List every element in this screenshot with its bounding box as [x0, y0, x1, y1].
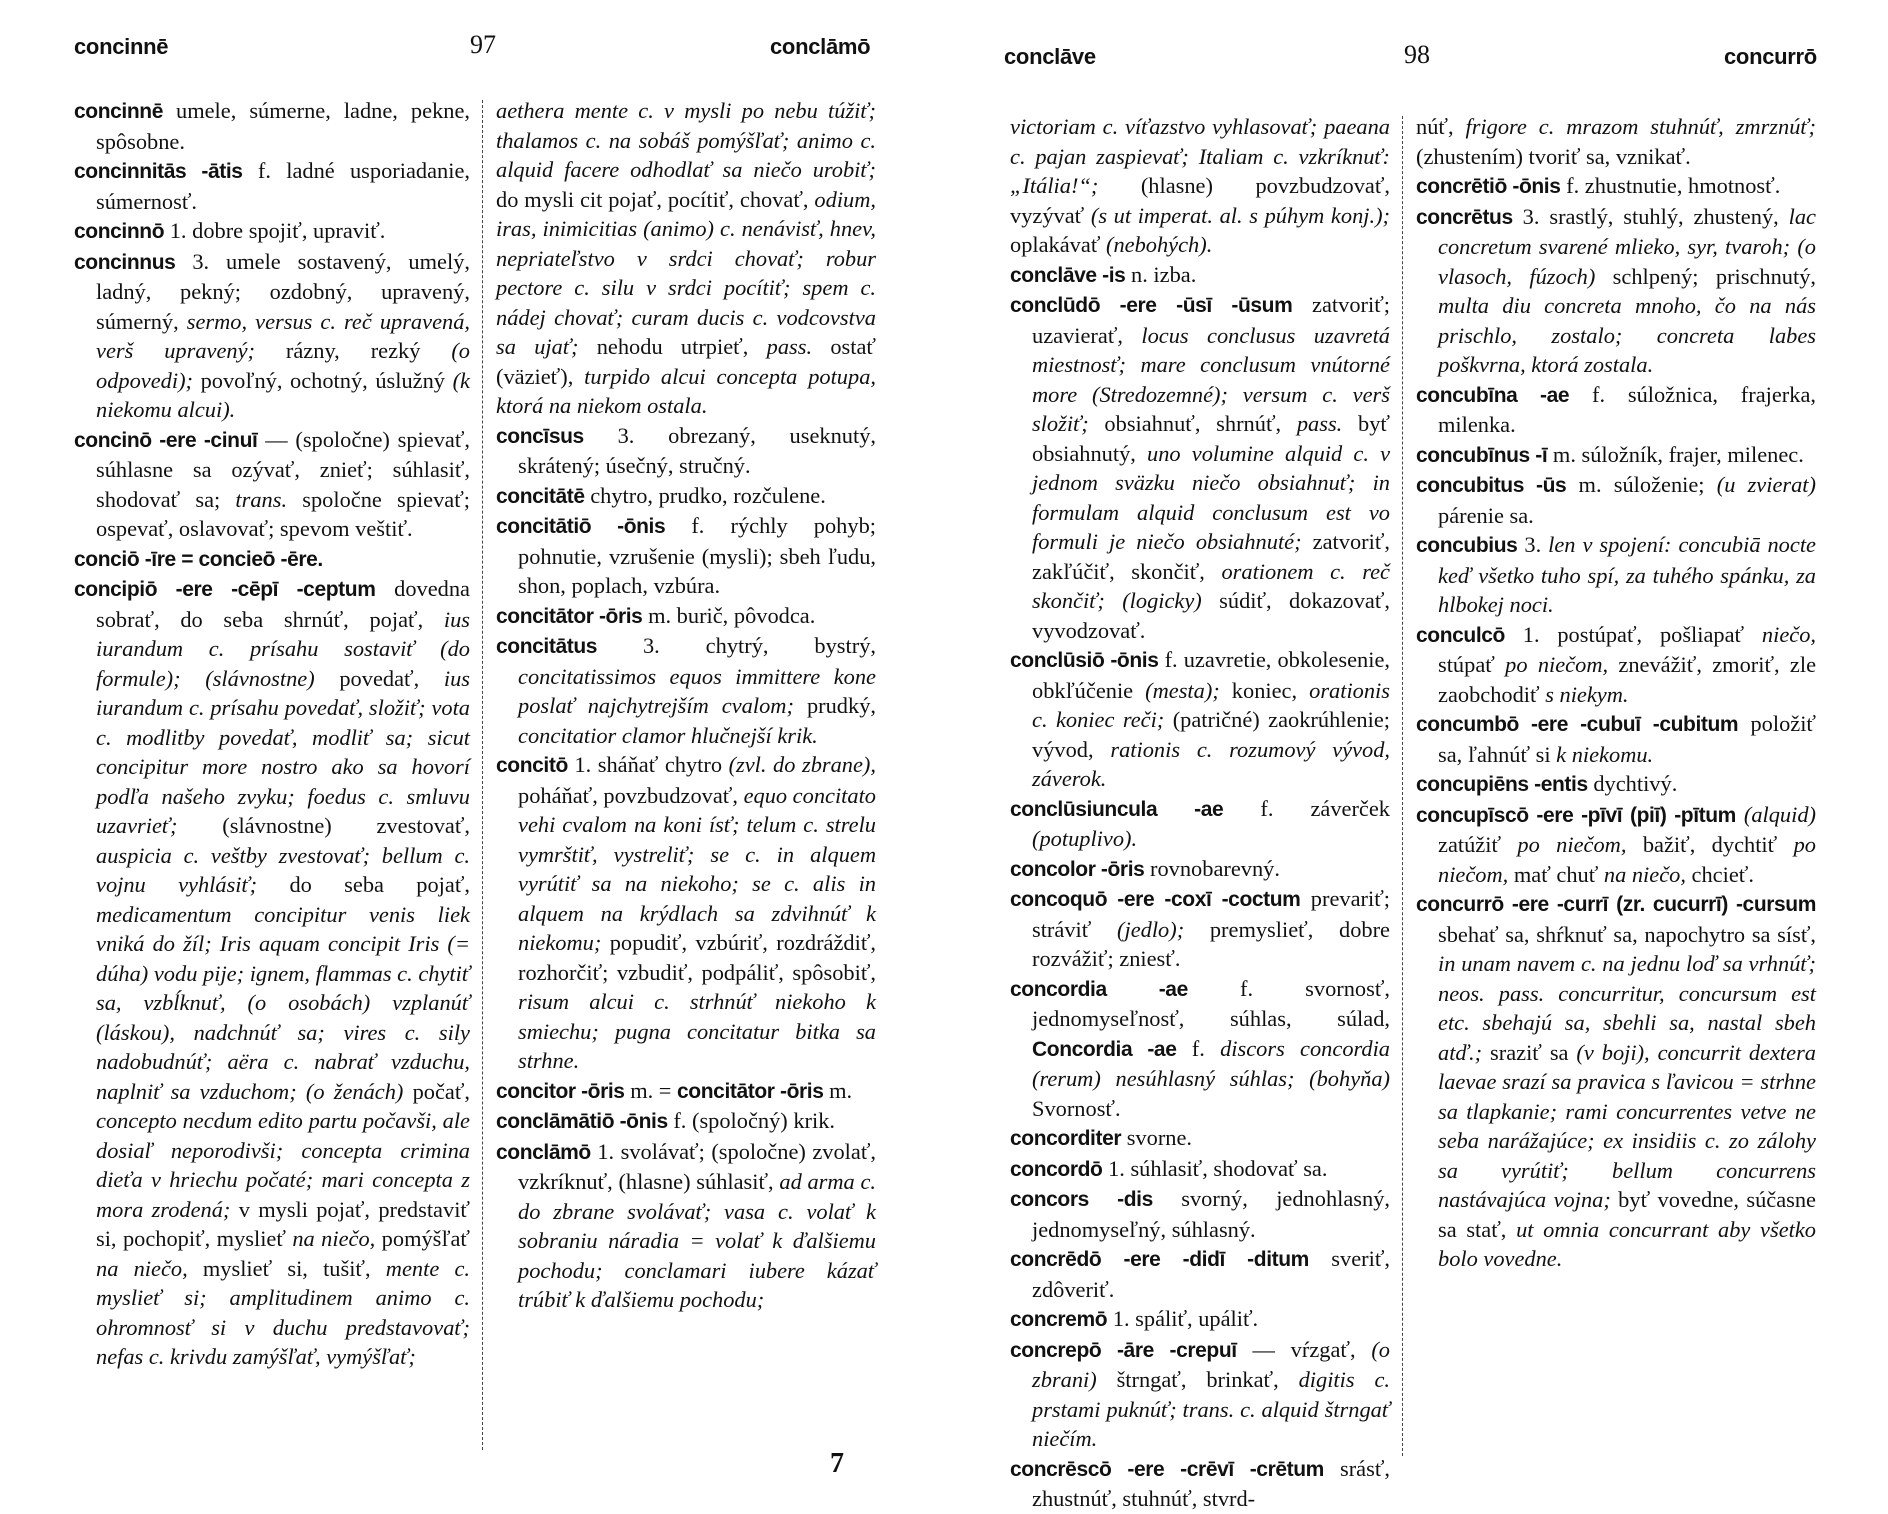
dictionary-entry	[1010, 794, 1390, 854]
example-italic: multa diu concreta mnoho, čo na nás prischlo, zostalo; concreta labes poškvrna, ktorá zostala.	[1438, 293, 1816, 377]
headword: concrēscō -ere -crēvī -crētum	[1010, 1457, 1324, 1481]
example-italic: concepto necdum edito partu počavši, ale dosiaľ neporodivši; concepta crimina dieťa v hriechu počaté; mari concepta z mora zrodená;	[96, 1108, 470, 1222]
definition-text: zatvoriť; uzavierať,	[1032, 292, 1390, 348]
headword: conclāve -is	[1010, 263, 1126, 287]
headword: conculcō	[1416, 623, 1505, 647]
example-italic: s niekym.	[1545, 681, 1629, 707]
definition-text: zatvoriť, zakľúčiť, skončiť,	[1032, 529, 1390, 584]
dictionary-entry	[496, 421, 876, 481]
definition-text: popudiť, vzbúriť, rozdráždiť, rozhorčiť; vzbudiť, podpáliť, spôsobiť,	[518, 930, 876, 985]
headword: concremō	[1010, 1308, 1108, 1331]
definition-text: f. zhustnutie, hmotnosť.	[1560, 173, 1781, 198]
example-italic: ius iurandum c. prísahu sostaviť (do formule); (slávnostne)	[96, 606, 470, 691]
definition-text: štrngať, brinkať,	[1096, 1367, 1299, 1392]
headword: concitātor -ōris	[677, 1079, 824, 1103]
definition-text: umele, súmerne, ladne, pekne, spôsobne.	[96, 98, 470, 154]
example-italic: turpido alcui concepta potupa, ktorá na niekom ostala.	[496, 363, 876, 418]
guide-word-right: concurrō	[1724, 44, 1817, 69]
headword: conclāmātiō -ōnis	[496, 1110, 668, 1133]
dictionary-entry	[1010, 854, 1390, 885]
definition-text: koniec,	[1219, 677, 1310, 703]
definition-text: súdiť, dokazovať, vyvodzovať.	[1032, 588, 1390, 643]
definition-text: 1. spáliť, upáliť.	[1107, 1306, 1259, 1331]
definition-text: m. =	[624, 1077, 678, 1103]
dictionary-entry	[1416, 380, 1816, 440]
definition-text: f. záverček	[1223, 795, 1390, 821]
definition-text: m. súloženie;	[1566, 472, 1717, 497]
definition-text: f. súložnica, frajerka, milenka.	[1438, 381, 1816, 437]
example-italic: niečo,	[1761, 621, 1816, 647]
headword: concinnitās -ātis	[74, 160, 243, 183]
dictionary-entry	[496, 631, 876, 750]
headword: concinnus	[74, 250, 176, 274]
dictionary-entry	[1416, 889, 1816, 1274]
definition-text: srásť, zhustnúť, stuhnúť, stvrd-	[1032, 1455, 1390, 1511]
definition-text: 1. svolávať; (spoločne) zvolať, vzkríknuť, (hlasne) súhlasiť,	[518, 1138, 876, 1194]
definition-text: myslieť si, tušiť,	[187, 1255, 386, 1281]
example-italic: po niečom,	[1438, 832, 1816, 887]
definition-text: 1. súhlasiť, shodovať sa.	[1102, 1155, 1328, 1181]
definition-text: svorný, jednohlasný, jednomyseľný, súhlasný.	[1032, 1186, 1390, 1242]
definition-text: — vŕzgať,	[1236, 1336, 1372, 1362]
headword: concorditer	[1010, 1127, 1122, 1150]
definition-text: f.	[1176, 1035, 1221, 1061]
definition-text: chytro, prudko, rozčulene.	[584, 482, 826, 508]
dictionary-entry	[1416, 530, 1816, 620]
headword: concitō	[496, 754, 568, 777]
example-italic: po niečom,	[1517, 832, 1627, 857]
running-header	[944, 22, 1888, 69]
definition-text: sbehať sa, shŕknuť sa, napochytro sa sísť,	[1438, 921, 1816, 947]
definition-text: mať chuť	[1508, 861, 1604, 887]
headword: concitor -ōris	[496, 1079, 625, 1103]
dictionary-entry	[496, 511, 876, 601]
definition-text: zatúžiť	[1438, 832, 1518, 857]
definition-text: 3. umele sostavený, umelý, ladný, pekný; ozdobný, upravený, súmerný,	[96, 248, 470, 334]
example-italic: medicamentum concipitur venis liek vniká do žíl; Iris aquam concipit Iris (= dúha) vodu pije; ignem, flammas c. chytiť sa, vzbĺknuť, (o osobách) vzplanúť (láskou), nadchnúť sa; vires c. sily nadobudnúť; aëra c. nabrať vzduchu, naplniť sa vzduchom; (o ženách)	[96, 901, 470, 1104]
definition-text: sraziť sa	[1482, 1039, 1577, 1065]
headword: concupīscō -ere -pīvī (piī) -pītum	[1416, 803, 1736, 827]
headword: concinnē	[74, 100, 163, 123]
headword: concordia -ae	[1010, 977, 1188, 1001]
dictionary-entry	[1416, 470, 1816, 530]
headword: concrētiō -ōnis	[1416, 175, 1561, 198]
headword: Concordia -ae	[1032, 1037, 1177, 1061]
example-italic: locus conclusus uzavretá miestnosť; mare conclusum vnútorné more (Stredozemné); versum c. verš složiť;	[1032, 322, 1390, 436]
headword: conclūdō -ere -ūsī -ūsum	[1010, 294, 1293, 317]
definition-text: stúpať	[1438, 652, 1506, 677]
page-number: 98	[1404, 40, 1430, 69]
example-italic: (o zbrani)	[1032, 1336, 1390, 1392]
dictionary-entry	[1010, 290, 1390, 645]
dictionary-entry	[74, 574, 470, 1372]
definition-text: pomýšľať	[375, 1226, 470, 1251]
definition-text: bažiť, dychtiť	[1626, 832, 1794, 857]
headword: concipiō -ere -cēpī -ceptum	[74, 578, 376, 601]
definition-text: f. uzavretie, obkolesenie, obkľúčenie	[1032, 647, 1391, 703]
definition-text: 1. sháňať chytro	[567, 752, 729, 777]
signature-mark: 7	[830, 1448, 844, 1479]
dictionary-entry	[74, 544, 470, 575]
definition-text: 1. dobre spojiť, upraviť.	[164, 218, 386, 243]
column-rule	[1402, 116, 1403, 1456]
example-italic: k niekomu.	[1556, 741, 1654, 767]
definition-text	[1736, 802, 1744, 827]
left-page-column-2	[496, 96, 876, 1315]
definition-text: obsiahnuť, shrnúť,	[1088, 411, 1297, 436]
dictionary-entry	[1416, 202, 1816, 380]
example-italic: (nebohých).	[1105, 232, 1213, 257]
dictionary-entry	[1416, 709, 1816, 769]
definition-text: m.	[823, 1077, 853, 1103]
dictionary-entry	[74, 216, 470, 247]
definition-text: rázny, rezký	[255, 338, 452, 363]
right-page-column-1	[1010, 112, 1390, 1514]
example-italic: pass.	[1296, 411, 1343, 436]
definition-text: chcieť.	[1685, 861, 1754, 887]
example-italic: (o odpovedi);	[96, 338, 470, 393]
definition-text: (zhustením) tvoriť sa, vznikať.	[1416, 143, 1691, 169]
continued-entry	[496, 96, 876, 421]
definition-text: prudký,	[793, 693, 876, 718]
running-header	[0, 22, 944, 62]
example-italic: digitis c. prstami puknúť; trans. c. alquid štrngať niečím.	[1032, 1367, 1390, 1451]
definition-text: (patričné) zaokrúhlenie; vývod,	[1032, 707, 1390, 762]
definition-text: f. rýchly pohyb; pohnutie, vzrušenie (mysli); sbeh ľudu, shon, poplach, vzbúra.	[518, 513, 876, 598]
example-italic: (zvl. do zbrane),	[728, 752, 876, 777]
example-italic: orationis c. koniec reči;	[1032, 677, 1390, 732]
definition-text: Svornosť.	[1032, 1095, 1121, 1121]
headword: conciō -īre = concieō -ēre.	[74, 547, 323, 571]
example-italic: ut omnia concurrant aby všetko bolo vovedne.	[1438, 1216, 1816, 1271]
example-italic: na niečo,	[292, 1226, 376, 1251]
column-rule	[482, 100, 483, 1450]
dictionary-entry	[1010, 1304, 1390, 1335]
example-italic: (v boji), concurrit dextera laevae srazí sa pravica s ľavicou = strhne sa tlapkanie; rami concurrentes vetve ne seba narážajúce; ex insidiis c. zo zálohy sa vyrútiť; bellum concurrens nastávajúca vojna;	[1438, 1039, 1817, 1212]
dictionary-entry	[496, 601, 876, 632]
headword: concupiēns -entis	[1416, 773, 1588, 796]
headword: concitātē	[496, 484, 585, 508]
dictionary-entry	[1010, 1184, 1390, 1244]
example-italic: equo concitato vehi cvalom na koni ísť; telum c. strelu vymrštiť, vystreliť; se c. in alquem vyrútiť sa na niekoho; se c. alis in alquem na krýdlach sa zdvihnúť k niekomu;	[518, 782, 877, 955]
definition-text: 3. chytrý, bystrý,	[597, 633, 876, 658]
example-italic: auspicia c. veštby zvestovať; bellum c. vojnu vyhlásiť;	[96, 842, 470, 897]
definition-text: (slávnostne) zvestovať,	[177, 813, 470, 838]
example-italic: (alquid)	[1743, 801, 1816, 827]
definition-text: núť,	[1416, 114, 1466, 139]
definition-text: v mysli pojať, predstaviť si, pochopiť, myslieť	[96, 1196, 470, 1251]
headword: concubīna -ae	[1416, 383, 1570, 407]
headword: concrētus	[1416, 205, 1513, 229]
example-italic: (potuplivo).	[1032, 826, 1138, 851]
definition-text: povedať,	[314, 665, 444, 691]
example-italic: pass.	[766, 334, 813, 359]
definition-text: f. svornosť, jednomyseľnosť, súhlas, súlad,	[1032, 975, 1391, 1031]
definition-text: byť obsiahnutý,	[1032, 411, 1390, 466]
example-italic: in unam navem c. na jednu loď sa vrhnúť; neos. pass. concurritur, concursum est etc. sbehajú sa, sbehli sa, nastal sbeh atď.;	[1438, 951, 1816, 1065]
definition-text: schlpený; prischnutý,	[1595, 263, 1816, 289]
headword: concitātor -ōris	[496, 604, 643, 628]
dictionary-entry	[496, 1137, 876, 1315]
headword: concīsus	[496, 424, 584, 448]
example-italic: concitatissimos equos immittere kone poslať najchytrejším cvalom;	[518, 663, 876, 718]
right-page-column-2	[1416, 112, 1816, 1274]
page-number: 97	[470, 30, 496, 59]
definition-text: nehodu utrpieť,	[578, 334, 767, 359]
dictionary-entry	[1010, 1335, 1390, 1454]
definition-text: m. burič, pôvodca.	[642, 602, 816, 628]
dictionary-entry	[1010, 645, 1390, 794]
headword: concolor -ōris	[1010, 857, 1145, 881]
dictionary-entry	[1416, 769, 1816, 800]
definition-text: položiť sa, ľahnúť si	[1438, 711, 1816, 767]
headword: concumbō -ere -cubuī -cubitum	[1416, 713, 1739, 736]
example-italic: (bohyňa)	[1309, 1066, 1390, 1091]
definition-text: znevážiť, zmoriť, zle zaobchodiť	[1438, 652, 1817, 707]
guide-word-left: conclāve	[1004, 44, 1096, 69]
example-italic: lac concretum svarené mlieko, syr, tvaroh; (o vlasoch, fúzoch)	[1438, 203, 1816, 289]
definition-text: rovnobarevný.	[1144, 855, 1280, 881]
definition-text: n. izba.	[1125, 261, 1197, 287]
definition-text: počať,	[403, 1078, 471, 1104]
example-italic: po niečom,	[1505, 652, 1609, 677]
dictionary-entry	[74, 96, 470, 156]
definition-text: 1. postúpať, pošliapať	[1504, 621, 1762, 647]
definition-text: m. súložník, frajer, milenec.	[1547, 441, 1804, 467]
example-italic: len v spojení: concubiā nocte keď všetko tuho spí, za tuhého spánku, za hlbokej noci.	[1438, 532, 1816, 617]
dictionary-entry	[1010, 1454, 1390, 1514]
example-italic: na niečo,	[1603, 861, 1686, 887]
example-italic: na niečo,	[96, 1255, 188, 1281]
headword: concitātus	[496, 635, 598, 658]
dictionary-entry	[1416, 171, 1816, 202]
example-italic: aethera mente c. v mysli po nebu túžiť; thalamos c. na sobáš pomýšľať; animo c. alquid facere odhodlať sa niečo urobiť;	[496, 98, 876, 182]
definition-text: do mysli cit pojať, pocítiť, chovať,	[496, 186, 815, 212]
example-italic: orationem c. reč skončiť; (logicky)	[1032, 558, 1390, 613]
headword: concubitus -ūs	[1416, 474, 1567, 497]
dictionary-entry	[496, 1076, 876, 1107]
example-italic: (k niekomu alcui).	[96, 367, 470, 422]
definition-text: sveriť, zdôveriť.	[1032, 1246, 1390, 1302]
definition-text: dychtivý.	[1587, 771, 1678, 796]
example-italic: (u zvierat)	[1716, 472, 1816, 497]
definition-text: prevariť; stráviť	[1032, 886, 1390, 942]
example-italic: rationis c. rozumový vývod, záverok.	[1032, 736, 1390, 791]
example-italic: trans.	[235, 486, 288, 512]
headword: concubius	[1416, 534, 1518, 557]
dictionary-entry	[74, 156, 470, 216]
example-italic: odium, iras, inimicitias (animo) c. nenávisť, hnev, nepriateľstvo v srdci chovať; robur pectore c. silu v srdci pocítiť; spem c. nádej chovať; curam ducis c. vodcovstva sa ujať;	[496, 186, 876, 359]
headword: concitātiō -ōnis	[496, 515, 666, 538]
headword: concrēdō -ere -didī -ditum	[1010, 1248, 1309, 1271]
example-italic: frigore c. mrazom stuhnúť, zmrznúť;	[1465, 114, 1816, 139]
headword: concinnō	[74, 220, 165, 243]
continued-entry	[1416, 112, 1816, 171]
dictionary-entry	[1010, 260, 1390, 291]
example-italic: concitatior clamor hlučnejší krik.	[518, 722, 818, 748]
definition-text: dovedna sobrať, do seba shrnúť, pojať,	[96, 576, 470, 632]
guide-word-left: concinnē	[74, 34, 169, 59]
dictionary-entry	[1010, 1244, 1390, 1304]
example-italic: (s ut imperat. al. s púhym konj.);	[1090, 202, 1390, 228]
example-italic: ius iurandum c. prísahu povedať, složiť; vota c. modlitby povedať, modliť sa; sicut concipitur more nostro ako sa hovorí podľa našeho zvyku; foedus c. smluvu uzavrieť;	[96, 665, 470, 838]
example-italic: (jedlo);	[1117, 916, 1185, 942]
example-italic: uno volumine alquid c. v jednom sväzku niečo obsiahnuť; in formulam alquid conclusum est vo formuli je niečo obsiahnuté;	[1032, 440, 1391, 554]
dictionary-entry	[1010, 1154, 1390, 1185]
headword: concinō -ere -cinuī	[74, 428, 258, 452]
continued-entry	[1010, 112, 1390, 260]
definition-text: 3.	[1517, 532, 1549, 557]
definition-text: do seba pojať,	[257, 872, 470, 897]
definition-text: (hlasne) povzbudzovať, vyzývať	[1010, 173, 1390, 228]
definition-text: byť vovedne, súčasne sa stať,	[1438, 1187, 1816, 1242]
definition-text: 3. obrezaný, useknutý, skrátený; úsečný, stručný.	[518, 422, 876, 478]
dictionary-entry	[1416, 800, 1816, 890]
headword: conclūsiō -ōnis	[1010, 649, 1159, 672]
dictionary-entry	[1416, 620, 1816, 710]
headword: concurrō -ere -currī (zr. cucurrī) -cursum	[1416, 893, 1816, 916]
definition-text: ostať (väzieť),	[496, 334, 876, 389]
guide-word-right: conclāmō	[770, 34, 871, 59]
dictionary-entry	[1416, 440, 1816, 471]
definition-text: oplakávať	[1010, 232, 1106, 257]
example-italic: sermo, versus c. reč upravená, verš upravený;	[96, 308, 470, 363]
definition-text	[1294, 1066, 1309, 1091]
definition-text: párenie sa.	[1438, 502, 1534, 528]
dictionary-entry	[74, 425, 470, 544]
dictionary-entry	[496, 481, 876, 512]
definition-text: povoľný, ochotný, úslužný	[193, 367, 453, 393]
example-italic: victoriam c. víťazstvo vyhlasovať; paeana c. pajan zaspievať; Italiam c. vzkríknuť: „Itália!“;	[1010, 114, 1390, 198]
headword: conclāmō	[496, 1140, 591, 1164]
headword: concrepō -āre -crepuī	[1010, 1338, 1237, 1362]
headword: concubīnus -ī	[1416, 443, 1548, 467]
dictionary-entry	[496, 1106, 876, 1137]
right-page	[944, 0, 1888, 1511]
example-italic: mente c. myslieť si; amplitudinem animo c. ohromnosť si v duchu predstavovať; nefas c. krivdu zamýšľať, vymýšľať;	[96, 1255, 470, 1369]
dictionary-entry	[74, 247, 470, 425]
definition-text: premyslieť, dobre rozvážiť; zniesť.	[1032, 916, 1390, 971]
definition-text: f. (spoločný) krik.	[667, 1108, 836, 1133]
left-page-column-1	[74, 96, 470, 1372]
dictionary-entry	[1010, 1123, 1390, 1154]
definition-text: 3. srastlý, stuhlý, zhustený,	[1512, 203, 1789, 229]
dictionary-entry	[1010, 884, 1390, 974]
definition-text: svorne.	[1121, 1125, 1193, 1150]
definition-text: poháňať, povzbudzovať,	[518, 782, 744, 808]
left-page	[0, 0, 944, 1500]
example-italic: risum alcui c. strhnúť niekoho k smiechu; pugna concitatur bitka sa strhne.	[518, 989, 876, 1073]
definition-text: f. ladné usporiadanie, súmernosť.	[96, 158, 470, 214]
example-italic: discors concordia (rerum) nesúhlasný súhlas;	[1032, 1035, 1391, 1091]
dictionary-entry	[496, 750, 876, 1076]
dictionary-entry	[1010, 974, 1390, 1124]
headword: conclūsiuncula -ae	[1010, 797, 1224, 821]
headword: concordō	[1010, 1157, 1103, 1181]
definition-text: — (spoločne) spievať, súhlasne sa ozývať, znieť; súhlasiť, shodovať sa;	[96, 426, 470, 512]
definition-text: spoločne spievať; ospevať, oslavovať; spevom veštiť.	[96, 486, 470, 541]
example-italic: ad arma c. do zbrane svolávať; vasa c. volať k sobraniu náradia = volať k ďalšiemu pochodu; conclamari iubere kázať trúbiť k ďalšiemu pochodu;	[518, 1169, 876, 1312]
headword: concors -dis	[1010, 1188, 1153, 1211]
example-italic: (mesta);	[1145, 677, 1220, 703]
headword: concoquō -ere -coxī -coctum	[1010, 888, 1301, 911]
